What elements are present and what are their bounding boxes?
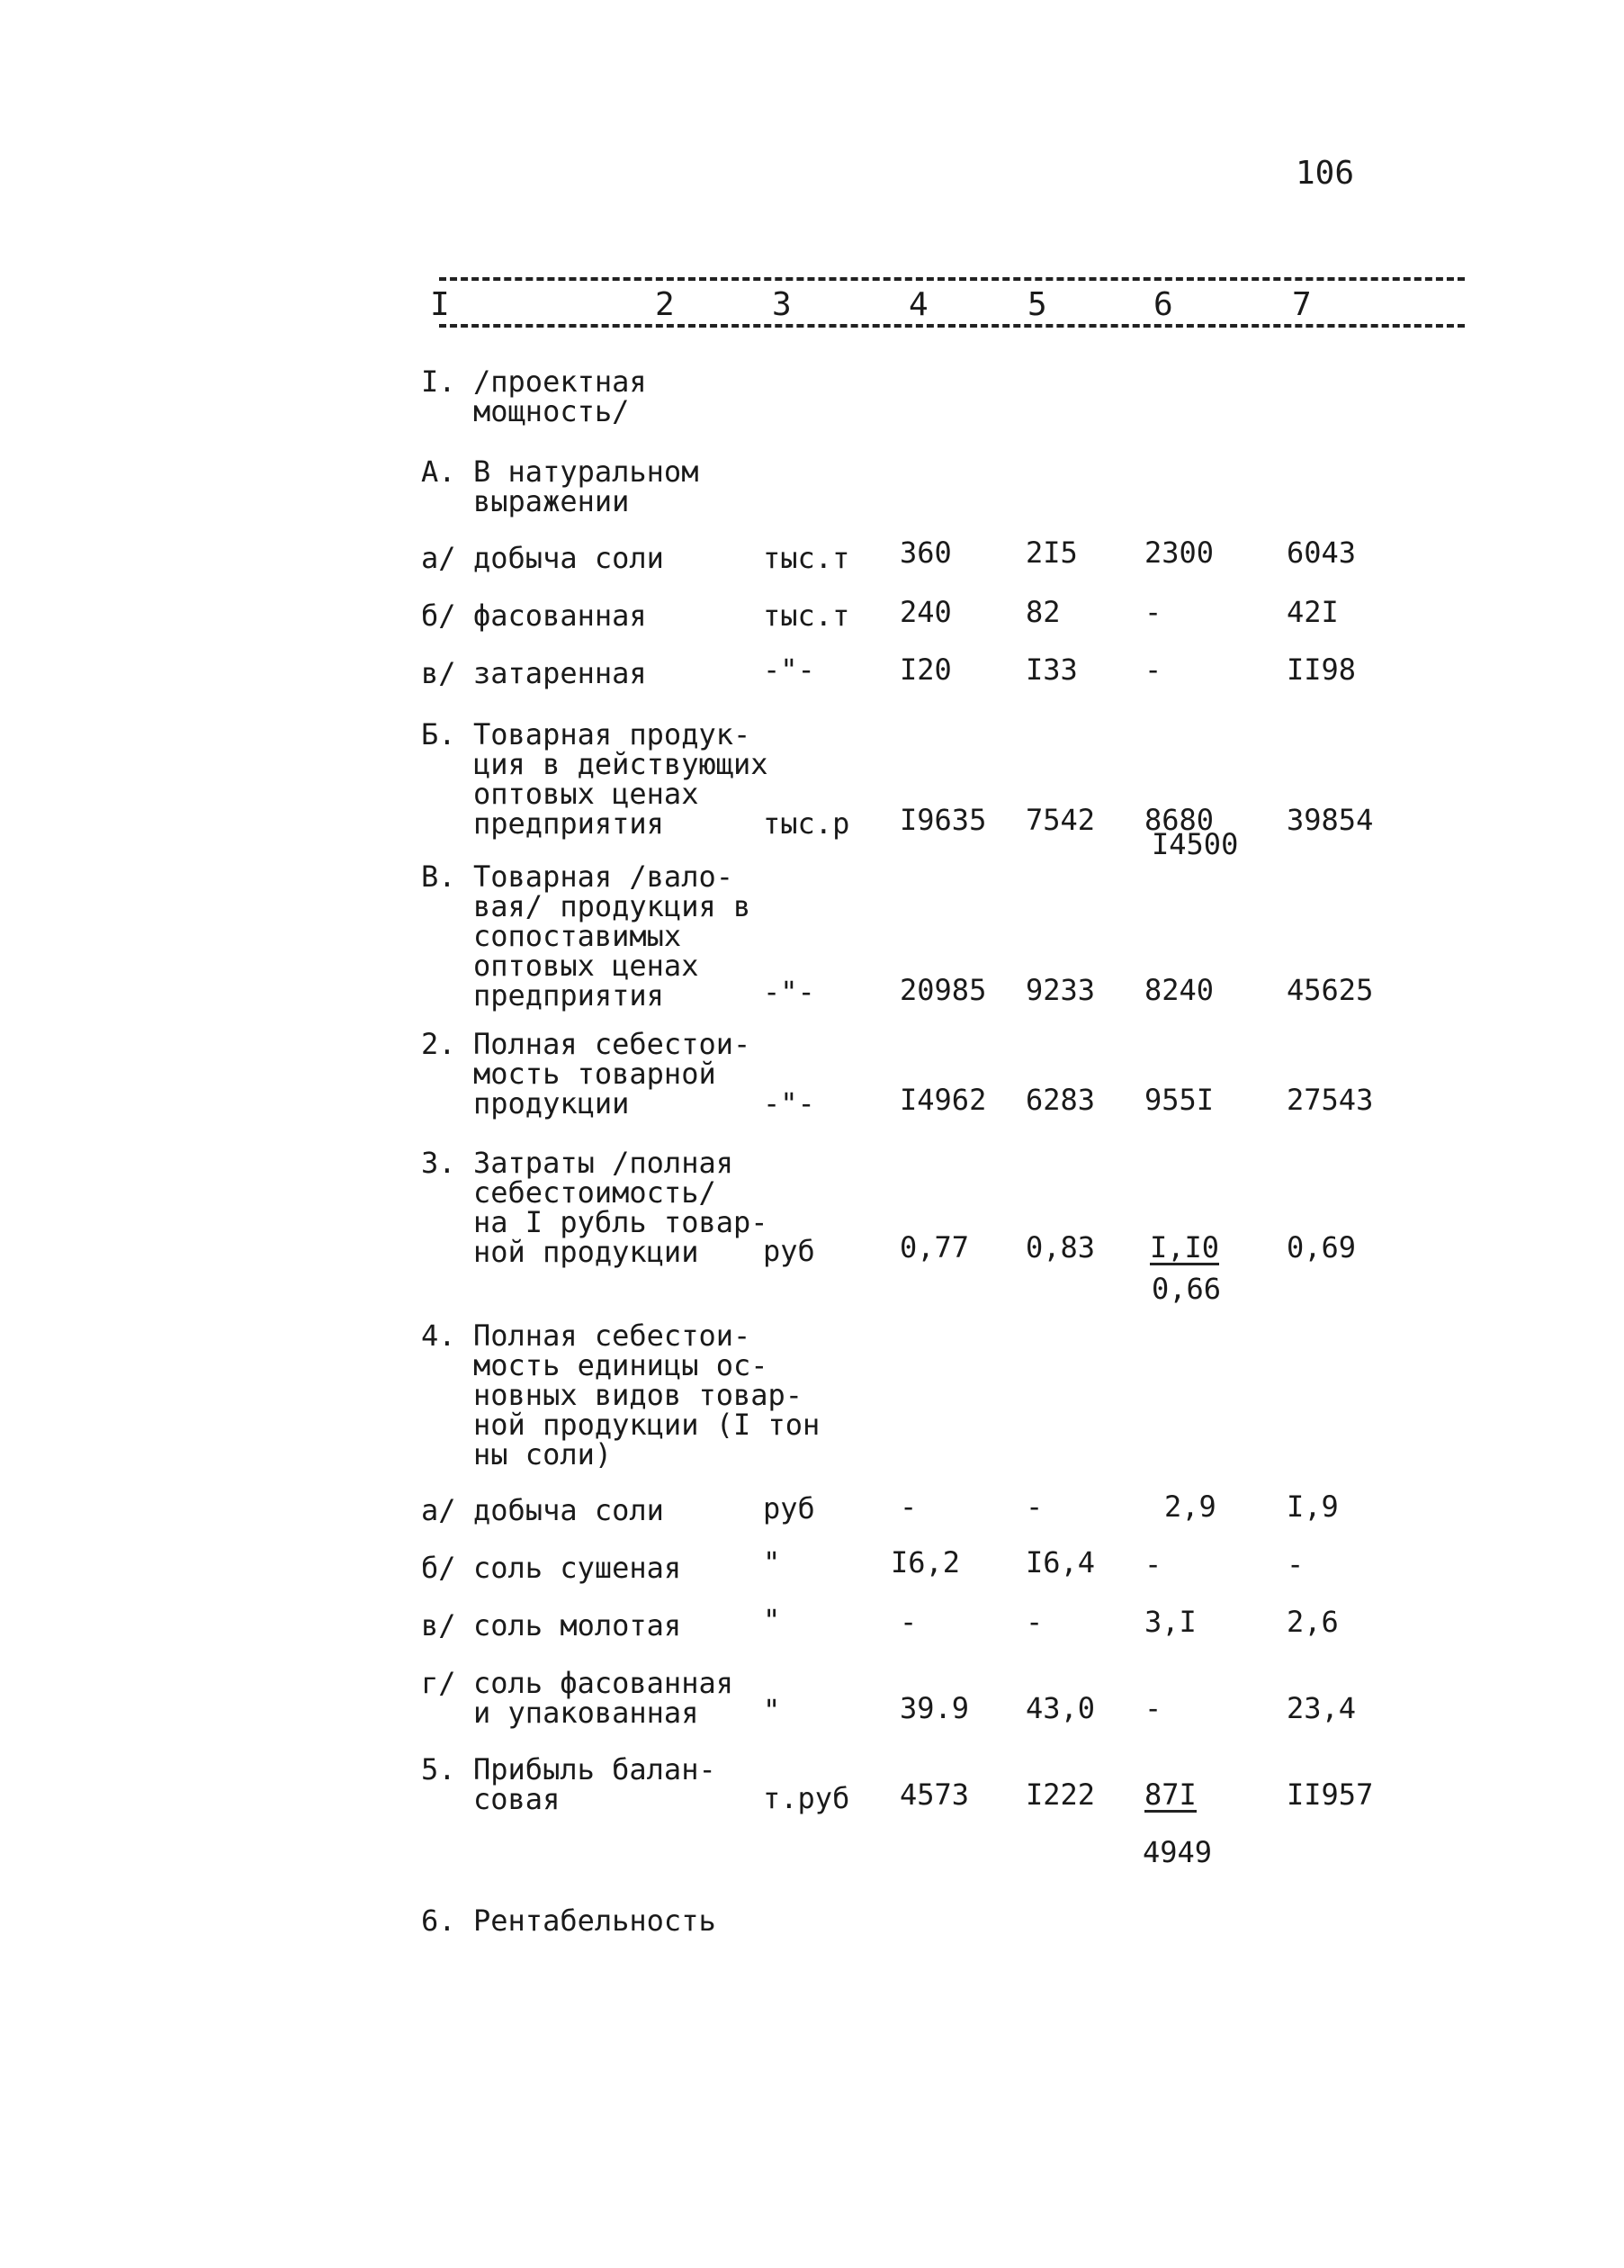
value-col6: 87I (1144, 1778, 1197, 1812)
value-col7: II98 (1287, 652, 1357, 687)
unit-cell: тыс.т (763, 541, 850, 575)
value-col4: 0,77 (900, 1230, 970, 1264)
row-label: Прибыль балан- совая (473, 1752, 716, 1816)
column-header-2: 2 (655, 286, 675, 323)
value-col6-alt: I4500 (1152, 827, 1239, 861)
value-col6: 8680 (1144, 803, 1215, 837)
value-col7: I,9 (1287, 1490, 1339, 1524)
row-label: соль фасованная и упакованная (473, 1666, 733, 1730)
unit-cell: -"- (763, 975, 815, 1009)
value-col6: 2,9 (1164, 1490, 1216, 1524)
row-number: б/ (421, 1551, 456, 1585)
unit-cell: " (763, 1693, 781, 1727)
value-col5: - (1026, 1605, 1044, 1639)
value-col4: - (900, 1490, 918, 1524)
unit-cell: т.руб (763, 1781, 850, 1815)
page-number: 106 (1296, 155, 1355, 192)
value-col4: 20985 (900, 973, 987, 1007)
row-label: Товарная /вало- вая/ продукция в сопоставимых оптовых ценах предприятия (473, 860, 751, 1012)
row-label: Полная себестои- мость товарной продукции (473, 1027, 751, 1120)
row-number: В. (421, 860, 456, 894)
value-col6: 3,I (1144, 1605, 1197, 1639)
row-number: 4. (421, 1318, 456, 1353)
row-number: 2. (421, 1027, 456, 1061)
row-label: добыча соли (473, 1493, 664, 1527)
row-label: соль сушеная (473, 1551, 682, 1585)
value-col4: I4962 (900, 1083, 987, 1117)
value-col5: 0,83 (1026, 1230, 1096, 1264)
column-header-1: I (430, 286, 450, 323)
column-header-7: 7 (1292, 286, 1312, 323)
value-col7: 6043 (1287, 536, 1357, 570)
value-col5: 9233 (1026, 973, 1096, 1007)
value-col5: 43,0 (1026, 1691, 1096, 1725)
value-col7: - (1287, 1547, 1305, 1581)
value-col7: 2,6 (1287, 1605, 1339, 1639)
row-number: А. (421, 454, 456, 489)
unit-cell: руб (763, 1491, 815, 1526)
value-col7: 45625 (1287, 973, 1374, 1007)
value-col6: - (1144, 1547, 1162, 1581)
row-label: Рентабельность (473, 1904, 716, 1938)
value-col6-alt: 0,66 (1152, 1272, 1222, 1306)
value-col5: 6283 (1026, 1083, 1096, 1117)
value-col5: 82 (1026, 595, 1061, 629)
row-number: в/ (421, 1608, 456, 1642)
row-label: Товарная продук- ция в действующих оптовых ценах предприятия (473, 717, 768, 841)
row-label: затаренная (473, 656, 647, 690)
row-number: Б. (421, 717, 456, 752)
value-col7: 23,4 (1287, 1691, 1357, 1725)
value-col7: 39854 (1287, 803, 1374, 837)
value-col4: I6,2 (891, 1545, 961, 1580)
value-col4: 39.9 (900, 1691, 970, 1725)
unit-cell: руб (763, 1234, 815, 1268)
header-rule-bottom (439, 324, 1465, 328)
value-col4: 4573 (900, 1778, 970, 1812)
row-number: г/ (421, 1666, 456, 1700)
row-number: 3. (421, 1146, 456, 1180)
unit-cell: тыс.р (763, 806, 850, 841)
row-label: /проектная мощность/ (473, 364, 647, 428)
value-col4: I9635 (900, 803, 987, 837)
value-col6: - (1144, 652, 1162, 687)
unit-cell: -"- (763, 1086, 815, 1120)
column-header-4: 4 (909, 286, 929, 323)
row-number: а/ (421, 541, 456, 575)
unit-cell: " (763, 1603, 781, 1637)
row-label: В натуральном выражении (473, 454, 699, 518)
row-label: добыча соли (473, 541, 664, 575)
unit-cell: -"- (763, 652, 815, 687)
value-col5: - (1026, 1490, 1044, 1524)
value-col5: 7542 (1026, 803, 1096, 837)
value-col5: I33 (1026, 652, 1078, 687)
row-label: фасованная (473, 598, 647, 633)
unit-cell: тыс.т (763, 598, 850, 633)
value-col6-alt: 4949 (1143, 1835, 1213, 1869)
row-number: б/ (421, 598, 456, 633)
row-number: 6. (421, 1904, 456, 1938)
value-col6: 8240 (1144, 973, 1215, 1007)
value-col7: 27543 (1287, 1083, 1374, 1117)
value-col5: I222 (1026, 1778, 1096, 1812)
row-label: Полная себестои- мость единицы ос- новных видов товар- ной продукции (I тон ны соли) (473, 1318, 821, 1472)
value-col6: I,I0 (1150, 1230, 1220, 1264)
value-col4: I20 (900, 652, 952, 687)
value-col6: 955I (1144, 1083, 1215, 1117)
value-col7: II957 (1287, 1778, 1374, 1812)
column-header-5: 5 (1027, 286, 1047, 323)
value-col7: 0,69 (1287, 1230, 1357, 1264)
row-label: Затраты /полная себестоимость/ на I рубль товар- ной продукции (473, 1146, 768, 1269)
value-col6: 2300 (1144, 536, 1215, 570)
value-col5: I6,4 (1026, 1545, 1096, 1580)
row-number: I. (421, 364, 456, 399)
row-number: в/ (421, 656, 456, 690)
unit-cell: " (763, 1545, 781, 1580)
value-col7: 42I (1287, 595, 1339, 629)
value-col6: - (1144, 595, 1162, 629)
column-header-3: 3 (772, 286, 792, 323)
value-col4: - (900, 1605, 918, 1639)
value-col5: 2I5 (1026, 536, 1078, 570)
column-header-6: 6 (1153, 286, 1173, 323)
value-col4: 240 (900, 595, 952, 629)
row-label: соль молотая (473, 1608, 682, 1642)
row-number: 5. (421, 1752, 456, 1786)
value-col6: - (1144, 1691, 1162, 1725)
row-number: а/ (421, 1493, 456, 1527)
value-col4: 360 (900, 536, 952, 570)
header-rule-top (439, 277, 1465, 281)
